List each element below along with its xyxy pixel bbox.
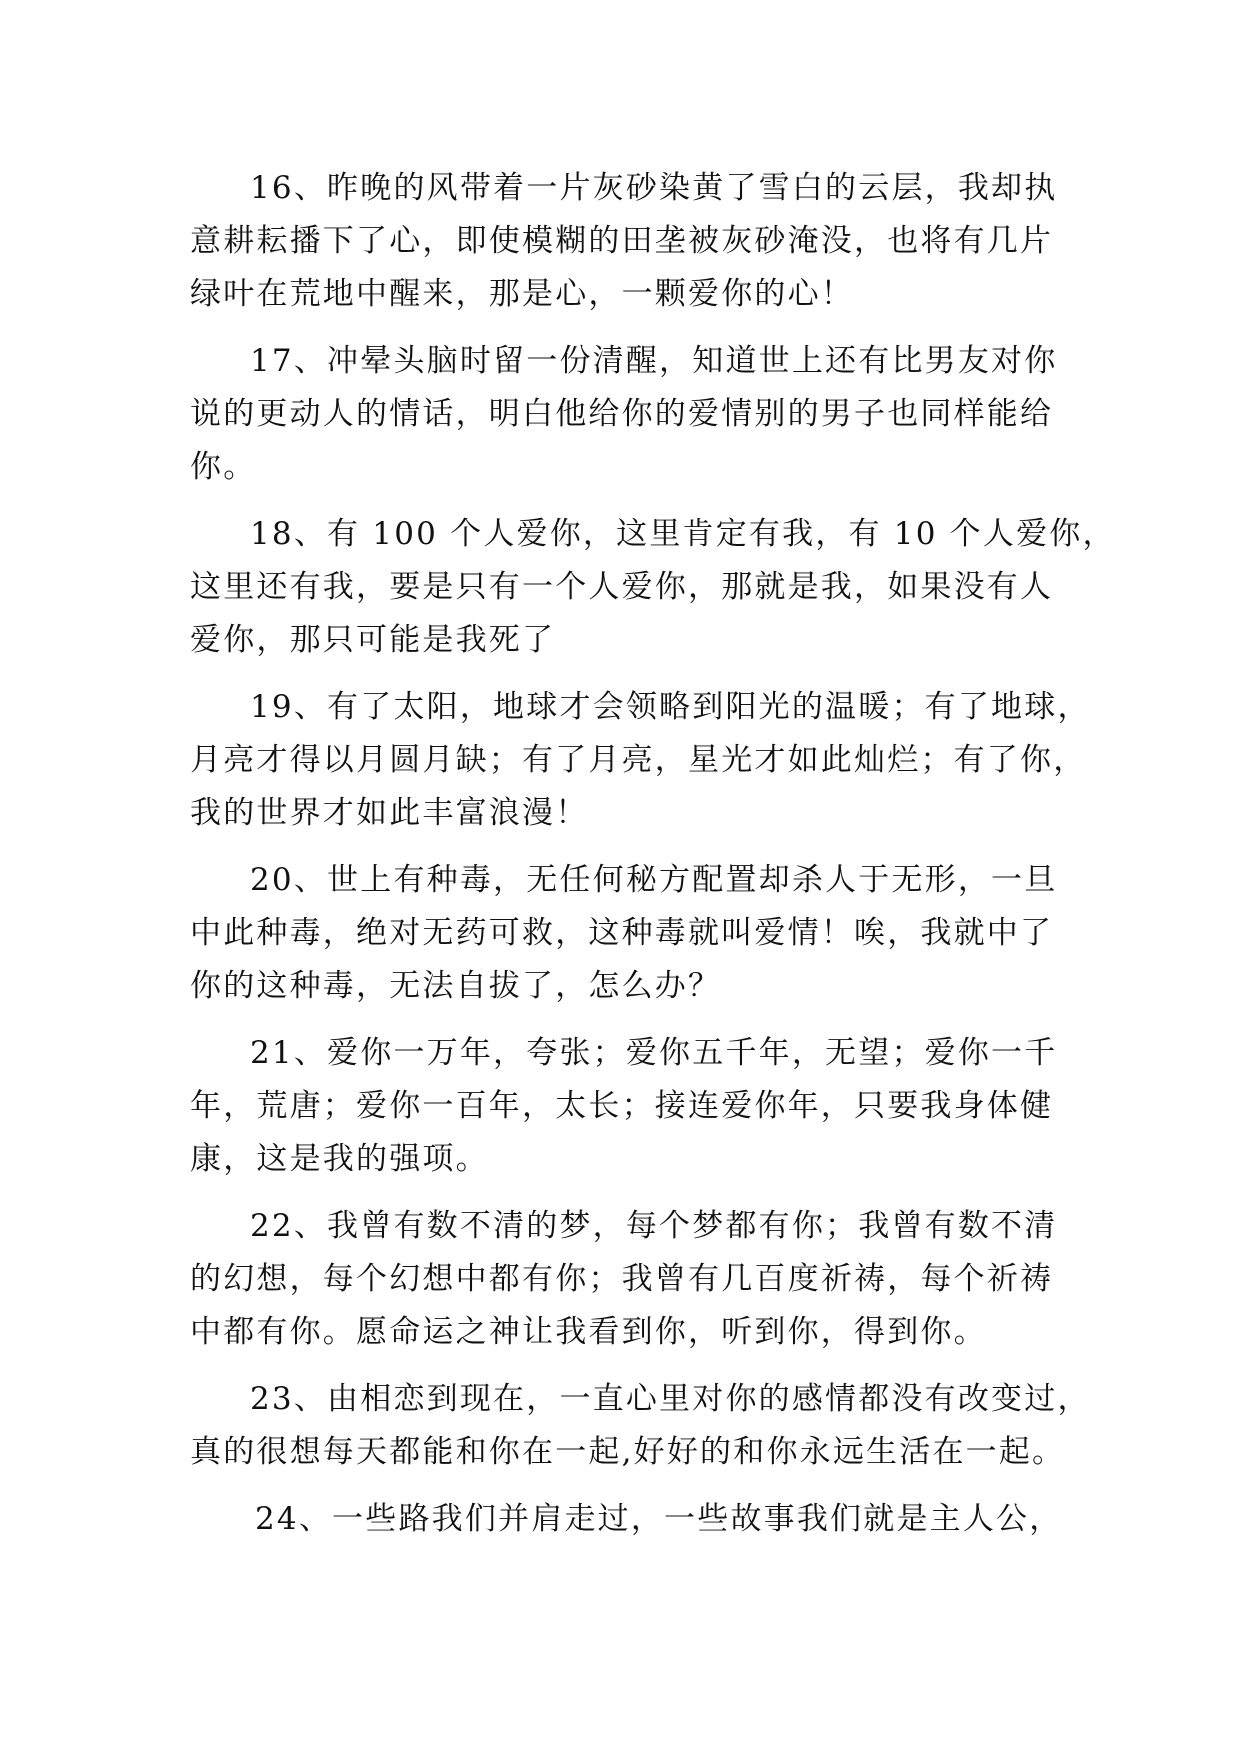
paragraph-line: 的幻想，每个幻想中都有你；我曾有几百度祈祷，每个祈祷 (190, 1261, 1054, 1297)
paragraph-line: 24、一些路我们并肩走过，一些故事我们就是主人公， (255, 1501, 1063, 1537)
paragraph-line: 20、世上有种毒，无任何秘方配置却杀人于无形，一旦 (250, 862, 1058, 898)
paragraph-line: 月亮才得以月圆月缺；有了月亮，星光才如此灿烂；有了你， (190, 742, 1087, 778)
paragraph-line: 21、爱你一万年，夸张；爱你五千年，无望；爱你一千 (250, 1035, 1058, 1071)
paragraph-line: 我的世界才如此丰富浪漫！ (190, 795, 589, 831)
paragraph-line: 22、我曾有数不清的梦，每个梦都有你；我曾有数不清 (250, 1208, 1058, 1244)
paragraph-line: 16、昨晚的风带着一片灰砂染黄了雪白的云层，我却执 (250, 170, 1058, 206)
paragraph-line: 爱你，那只可能是我死了 (190, 622, 556, 658)
paragraph-line: 说的更动人的情话，明白他给你的爱情别的男子也同样能给 (190, 396, 1054, 432)
paragraph-line: 你。 (190, 449, 257, 485)
paragraph-line: 这里还有我，要是只有一个人爱你，那就是我，如果没有人 (190, 569, 1054, 605)
paragraph-line: 你的这种毒，无法自拔了，怎么办？ (190, 968, 722, 1004)
paragraph-line: 年，荒唐；爱你一百年，太长；接连爱你年，只要我身体健 (190, 1088, 1054, 1124)
paragraph-line: 意耕耘播下了心，即使模糊的田垄被灰砂淹没，也将有几片 (190, 223, 1054, 259)
paragraph-line: 中都有你。愿命运之神让我看到你，听到你，得到你。 (190, 1314, 987, 1350)
paragraph-line: 23、由相恋到现在，一直心里对你的感情都没有改变过， (250, 1381, 1091, 1417)
paragraph-line: 18、有 100 个人爱你，这里肯定有我，有 10 个人爱你， (250, 516, 1116, 552)
paragraph-line: 绿叶在荒地中醒来，那是心，一颗爱你的心！ (190, 276, 854, 312)
paragraph-line: 康，这是我的强项。 (190, 1141, 489, 1177)
paragraph-line: 19、有了太阳，地球才会领略到阳光的温暖；有了地球， (250, 689, 1091, 725)
paragraph-line: 中此种毒，绝对无药可救，这种毒就叫爱情！唉，我就中了 (190, 915, 1054, 951)
paragraph-line: 17、冲晕头脑时留一份清醒，知道世上还有比男友对你 (250, 343, 1058, 379)
paragraph-line: 真的很想每天都能和你在一起,好好的和你永远生活在一起。 (190, 1434, 1066, 1470)
